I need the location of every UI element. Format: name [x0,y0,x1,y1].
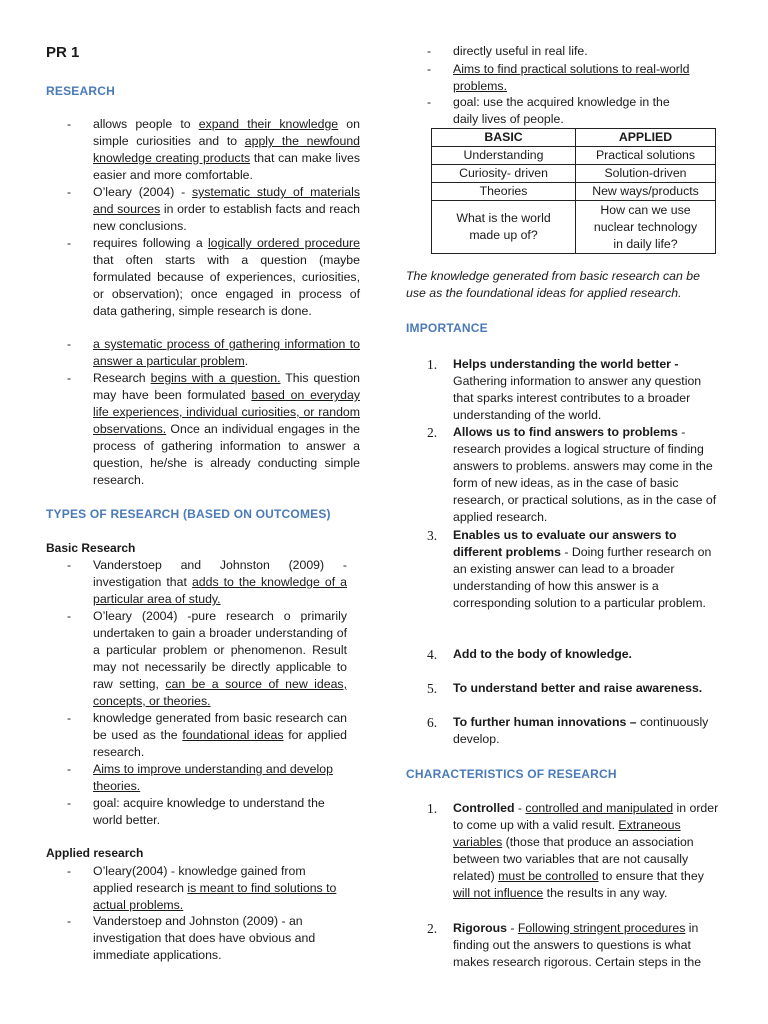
underlined-text: Following stringent procedures [517,921,686,935]
text-run: that can make lives easier and more comfortable. [93,151,360,182]
table-header-row [432,129,716,147]
text-run: in order to come up with a valid result. [453,801,719,832]
applied-research-heading: Applied research [46,846,144,860]
bold-text: Enables us to evaluate our answers to different problems [453,528,677,559]
list-bullet: - [427,95,432,109]
list-bullet: - [67,117,72,131]
bold-text: To understand better and raise awareness. [453,681,703,695]
table-cell: How can we use nuclear technology in daily life? [576,201,716,254]
text-run: Vanderstoep and Johnston (2009) - an investigation that does have obvious and immediate applications. [93,914,316,962]
text-run: the results in any way. [543,886,668,900]
list-item [67,710,348,761]
text-run: Vanderstoep and Johnston (2009) - investigation that [93,558,347,589]
text-run: - [514,801,526,815]
table-cell: Practical solutions [576,147,716,165]
underlined-text: logically ordered procedure [207,236,360,250]
list-item [427,424,721,526]
list-item [427,43,693,60]
text-run: for applied research. [93,728,348,759]
basic-research-heading: Basic Research [46,541,136,555]
underlined-text: Extraneous variables [453,818,681,849]
underlined-text: systematic study of materials and sources [93,185,360,216]
foundational-note: The knowledge generated from basic research can be use as the foundational ideas for applied research. [406,269,700,300]
bold-text: Controlled [453,801,515,815]
text-run: on simple curiosities and to [93,117,360,148]
list-number: 6. [427,715,438,730]
text-run: continuously develop. [453,715,709,746]
underlined-text: is meant to find solutions to actual problems. [93,881,337,912]
list-bullet: - [67,236,72,250]
list-item [427,61,693,95]
types-heading: TYPES OF RESEARCH (BASED ON OUTCOMES) [46,507,331,521]
text-run: - [506,921,518,935]
list-bullet: - [67,185,72,199]
table-cell: What is the world made up of? [432,201,576,254]
table-row [432,201,716,254]
underlined-text: will not influence [453,886,544,900]
underlined-text: must be controlled [498,869,599,883]
text-run: knowledge generated from basic research can be used as the [93,711,347,742]
importance-heading: IMPORTANCE [406,321,488,335]
list-item [67,863,345,914]
list-bullet: - [67,864,72,878]
list-item [427,800,721,902]
comparison-table [431,128,716,254]
list-item [67,761,353,795]
bold-text: Rigorous [453,921,507,935]
text-run: (those that produce an association between two variables that are not causally related) [453,835,694,883]
underlined-text: can be a source of new ideas, concepts, or theories. [93,677,347,708]
list-number: 3. [427,528,438,543]
list-bullet: - [67,558,72,572]
list-item [67,116,360,184]
text-run: allows people to [93,117,199,131]
text-run: directly useful in real life. [453,44,588,58]
list-item [67,184,360,235]
list-number: 2. [427,921,438,936]
list-bullet: - [67,609,72,623]
bold-text: Helps understanding the world better - [453,357,679,371]
list-item [427,680,721,697]
list-item [67,336,360,370]
list-item [427,646,721,663]
text-run: requires following a [93,236,208,250]
list-item [427,714,721,748]
list-item [427,920,721,971]
list-item [67,370,360,489]
underlined-text: a systematic process of gathering information to answer a particular problem [93,337,360,368]
list-item [427,527,721,612]
text-run: Research [93,371,151,385]
text-run: to ensure that they [598,869,704,883]
text-run: - Doing further research on an existing answer can lead to a broader understanding of how this answer is a corresponding solution to a particular problem. [453,545,712,610]
list-bullet: - [427,44,432,58]
list-item [427,94,693,128]
text-run: goal: acquire knowledge to understand the world better. [93,796,325,827]
underlined-text: based on everyday life experiences, individual curiosities, or random observations. [93,388,360,436]
text-run: that often starts with a question (maybe formulated because of experiences, curiosities, or observation); once engaged in process of data gathering, simple research is done. [93,253,360,318]
text-run: Gathering information to answer any question that sparks interest contributes to a broader understanding of the world. [453,374,702,422]
underlined-text: Aims to find practical solutions to real-world problems. [453,62,690,93]
list-bullet: - [427,62,432,76]
list-item [67,557,347,608]
list-bullet: - [67,762,72,776]
bold-text: Add to the body of knowledge. [453,647,632,661]
text-run: in order to establish facts and reach new conclusions. [93,202,360,233]
list-item [67,913,345,964]
underlined-text: adds to the knowledge of a particular area of study. [93,575,347,606]
list-bullet: - [67,914,72,928]
list-number: 1. [427,357,438,372]
text-run: goal: use the acquired knowledge in the daily lives of people. [453,95,670,126]
list-bullet: - [67,711,72,725]
text-run: O’leary(2004) - knowledge gained from applied research [93,864,306,895]
research-heading: RESEARCH [46,84,115,98]
text-run: . [244,354,249,368]
underlined-text: Aims to improve understanding and develop theories. [93,762,333,793]
table-row [432,165,716,183]
table-cell: Solution-driven [576,165,716,183]
text-run: This question may have been formulated [93,371,360,402]
list-number: 5. [427,681,438,696]
list-bullet: - [67,371,72,385]
bold-text: To further human innovations – [453,715,637,729]
table-cell: Curiosity- driven [432,165,576,183]
underlined-text: apply the newfound knowledge creating products [93,134,360,165]
table-cell: Theories [432,183,576,201]
text-run: O’leary (2004) - [93,185,192,199]
page-title: PR 1 [46,44,80,61]
text-run: O’leary (2004) -pure research o primarily undertaken to gain a broader understanding of a particular problem or phenomenon. Result may not necessarily be directly applicable to raw setting, [93,609,347,691]
list-bullet: - [67,337,72,351]
list-number: 1. [427,801,438,816]
table-cell: Understanding [432,147,576,165]
underlined-text: foundational ideas [182,728,284,742]
underlined-text: begins with a question. [150,371,281,385]
list-bullet: - [67,796,72,810]
list-item [67,235,360,320]
list-item [427,356,721,424]
list-item [67,608,347,710]
underlined-text: expand their knowledge [198,117,339,131]
table-cell: New ways/products [576,183,716,201]
text-run: - research provides a logical structure of finding answers to problems. answers may come in the form of new ideas, as in the case of basic research, or practical solutions, as in the case of applied research. [453,425,717,524]
text-run: Once an individual engages in the process of gathering information to answer a question, he/she is already conducting simple research. [93,422,360,487]
bold-text: Allows us to find answers to problems [453,425,678,439]
list-number: 4. [427,647,438,662]
table-header-basic: BASIC [432,129,576,147]
table-header-applied: APPLIED [576,129,716,147]
table-row [432,183,716,201]
table-row [432,147,716,165]
text-run: in finding out the answers to questions is what makes research rigorous. Certain steps in the [453,921,702,969]
list-number: 2. [427,425,438,440]
characteristics-heading: CHARACTERISTICS OF RESEARCH [406,767,617,781]
list-item [67,795,353,829]
underlined-text: controlled and manipulated [525,801,674,815]
